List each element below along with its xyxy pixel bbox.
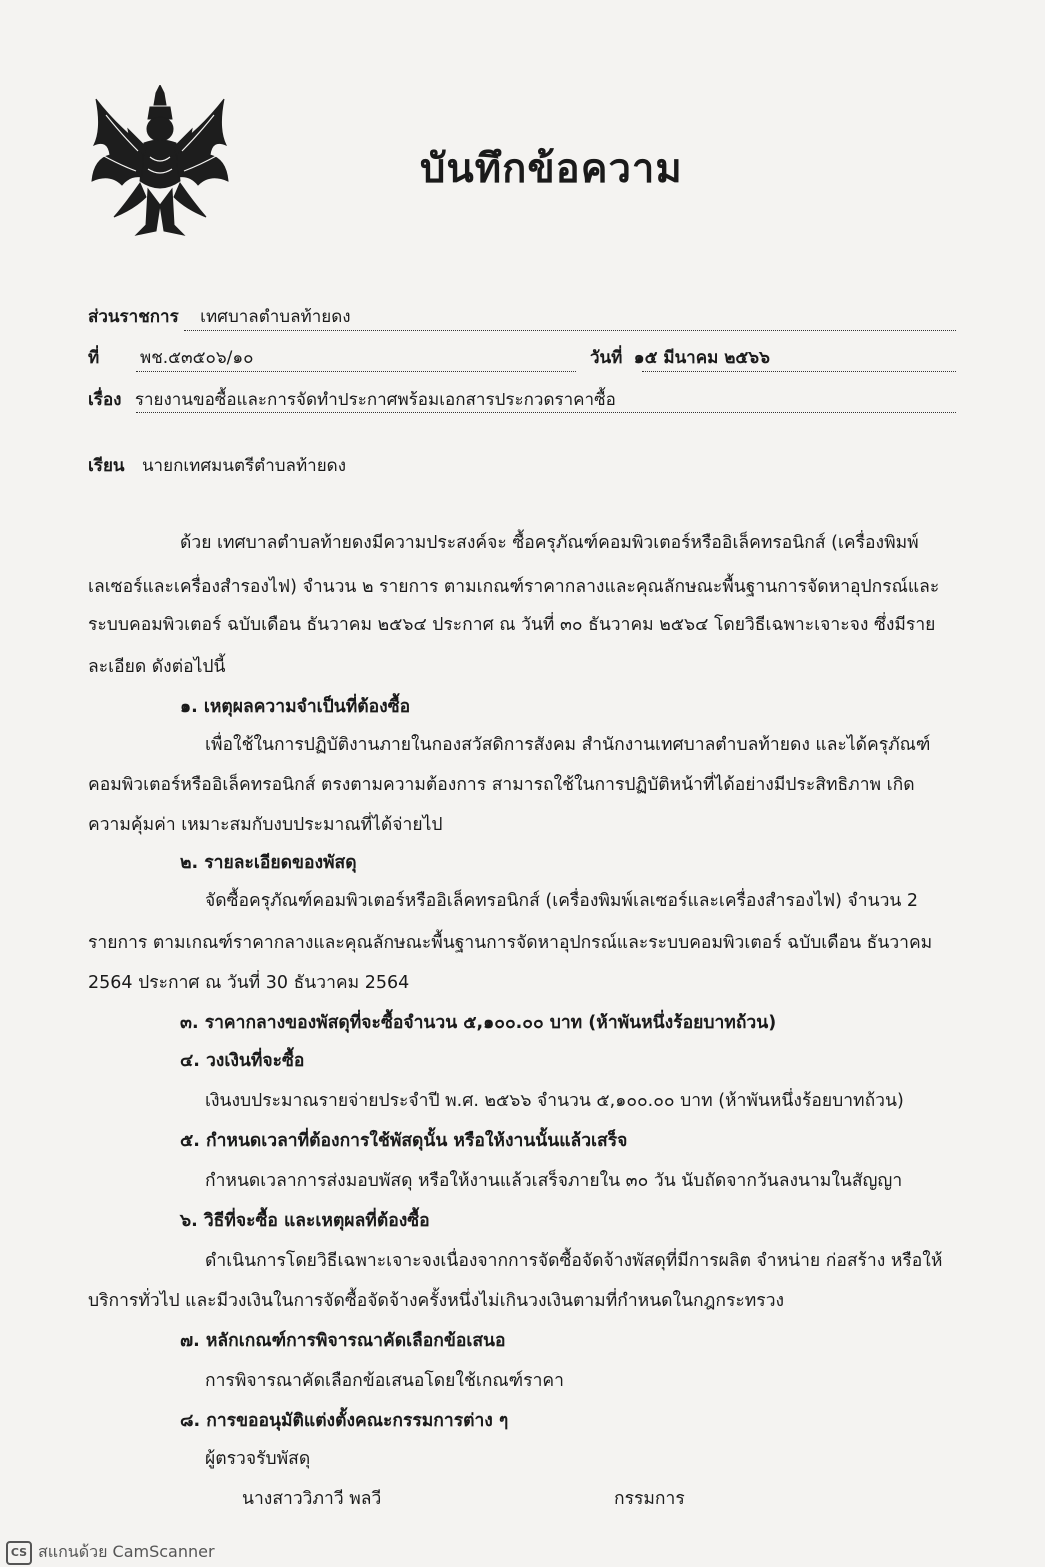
- camscanner-watermark: [6, 1540, 215, 1565]
- section-1-line-3: ความคุ้มค่า เหมาะสมกับงบประมาณที่ได้จ่ายไป: [88, 815, 443, 835]
- subject-row: [88, 386, 616, 413]
- committee-member-role: กรรมการ: [614, 1489, 685, 1509]
- section-7-heading: ๗. หลักเกณฑ์การพิจารณาคัดเลือกข้อเสนอ: [180, 1331, 506, 1351]
- agency-underline: [184, 330, 956, 331]
- section-1-line-1: เพื่อใช้ในการปฏิบัติงานภายในกองสวัสดิการสังคม สำนักงานเทศบาลตำบลท้ายดง และได้ครุภัณฑ์: [205, 735, 931, 755]
- section-5-heading: ๕. กำหนดเวลาที่ต้องการใช้พัสดุนั้น หรือให้งานนั้นแล้วเสร็จ: [180, 1131, 628, 1151]
- intro-line-4: ละเอียด ดังต่อไปนี้: [88, 657, 226, 677]
- section-4-text: เงินงบประมาณรายจ่ายประจำปี พ.ศ. ๒๕๖๖ จำนวน ๕,๑๐๐.๐๐ บาท (ห้าพันหนึ่งร้อยบาทถ้วน): [205, 1091, 904, 1111]
- section-1-heading: ๑. เหตุผลความจำเป็นที่ต้องซื้อ: [180, 697, 411, 717]
- section-2-line-1: จัดซื้อครุภัณฑ์คอมพิวเตอร์หรืออิเล็คทรอนิกส์ (เครื่องพิมพ์เลเซอร์และเครื่องสำรองไฟ) จำนวน 2: [205, 891, 919, 911]
- section-5-text: กำหนดเวลาการส่งมอบพัสดุ หรือให้งานแล้วเสร็จภายใน ๓๐ วัน นับถัดจากวันลงนามในสัญญา: [205, 1171, 903, 1191]
- subject-value: รายงานขอซื้อและการจัดทำประกาศพร้อมเอกสารประกวดราคาซื้อ: [134, 390, 616, 410]
- section-8-subheading: ผู้ตรวจรับพัสดุ: [205, 1449, 311, 1469]
- section-6-heading: ๖. วิธีที่จะซื้อ และเหตุผลที่ต้องซื้อ: [180, 1211, 430, 1231]
- ref-value: พช.๕๓๕๐๖/๑๐: [140, 348, 254, 368]
- section-3-heading: ๓. ราคากลางของพัสดุที่จะซื้อจำนวน ๕,๑๐๐.๐๐ บาท (ห้าพันหนึ่งร้อยบาทถ้วน): [180, 1013, 777, 1033]
- ref-row: [88, 344, 99, 371]
- intro-line-2: เลเซอร์และเครื่องสำรองไฟ) จำนวน ๒ รายการ ตามเกณฑ์ราคากลางและคุณลักษณะพื้นฐานการจัดหาอุปกรณ์และ: [88, 577, 940, 597]
- section-4-heading: ๔. วงเงินที่จะซื้อ: [180, 1051, 305, 1071]
- subject-label: เรื่อง: [88, 390, 122, 410]
- section-6-line-2: บริการทั่วไป และมีวงเงินในการจัดซื้อจัดจ้างครั้งหนึ่งไม่เกินวงเงินตามที่กำหนดในกฎกระทรวง: [88, 1291, 785, 1311]
- date-value: ๑๕ มีนาคม ๒๕๖๖: [633, 348, 770, 368]
- to-value: นายกเทศมนตรีตำบลท้ายดง: [141, 456, 347, 476]
- section-8-heading: ๘. การขออนุมัติแต่งตั้งคณะกรรมการต่าง ๆ: [180, 1411, 509, 1431]
- ref-label: ที่: [88, 348, 100, 368]
- section-2-line-3: 2564 ประกาศ ณ วันที่ 30 ธันวาคม 2564: [88, 973, 410, 993]
- camscanner-logo-icon: CS: [6, 1541, 32, 1565]
- agency-value: เทศบาลตำบลท้ายดง: [200, 307, 351, 327]
- section-1-line-2: คอมพิวเตอร์หรืออิเล็คทรอนิกส์ ตรงตามความต้องการ สามารถใช้ในการปฏิบัติหน้าที่ได้อย่างมีประสิทธิภาพ เกิด: [88, 775, 915, 795]
- section-2-heading: ๒. รายละเอียดของพัสดุ: [180, 853, 357, 873]
- subject-underline: [136, 412, 956, 413]
- date-label: วันที่: [590, 348, 623, 368]
- section-6-line-1: ดำเนินการโดยวิธีเฉพาะเจาะจงเนื่องจากการจัดซื้อจัดจ้างพัสดุที่มีการผลิต จำหน่าย ก่อสร้าง หรือให้: [205, 1251, 943, 1271]
- to-label: เรียน: [88, 456, 125, 476]
- garuda-emblem-icon: [86, 85, 234, 237]
- intro-line-1: ด้วย เทศบาลตำบลท้ายดงมีความประสงค์จะ ซื้อครุภัณฑ์คอมพิวเตอร์หรืออิเล็คทรอนิกส์ (เครื่องพิมพ์: [180, 533, 919, 553]
- committee-member-name: นางสาววิภาวี พลวี: [242, 1489, 382, 1509]
- date-underline: [642, 371, 956, 372]
- camscanner-text: สแกนด้วย CamScanner: [38, 1542, 215, 1561]
- date-row: [590, 344, 770, 371]
- page-title: บันทึกข้อความ: [420, 146, 683, 192]
- to-row: [88, 452, 346, 479]
- agency-row: [88, 303, 351, 330]
- section-2-line-2: รายการ ตามเกณฑ์ราคากลางและคุณลักษณะพื้นฐานการจัดหาอุปกรณ์และระบบคอมพิวเตอร์ ฉบับเดือน ธันวาคม: [88, 933, 933, 953]
- agency-label: ส่วนราชการ: [88, 307, 179, 327]
- intro-line-3: ระบบคอมพิวเตอร์ ฉบับเดือน ธันวาคม ๒๕๖๔ ประกาศ ณ วันที่ ๓๐ ธันวาคม ๒๕๖๔ โดยวิธีเฉพาะเจาะจง ซึ่งมีราย: [88, 615, 936, 635]
- section-7-text: การพิจารณาคัดเลือกข้อเสนอโดยใช้เกณฑ์ราคา: [205, 1371, 564, 1391]
- ref-underline: [136, 371, 576, 372]
